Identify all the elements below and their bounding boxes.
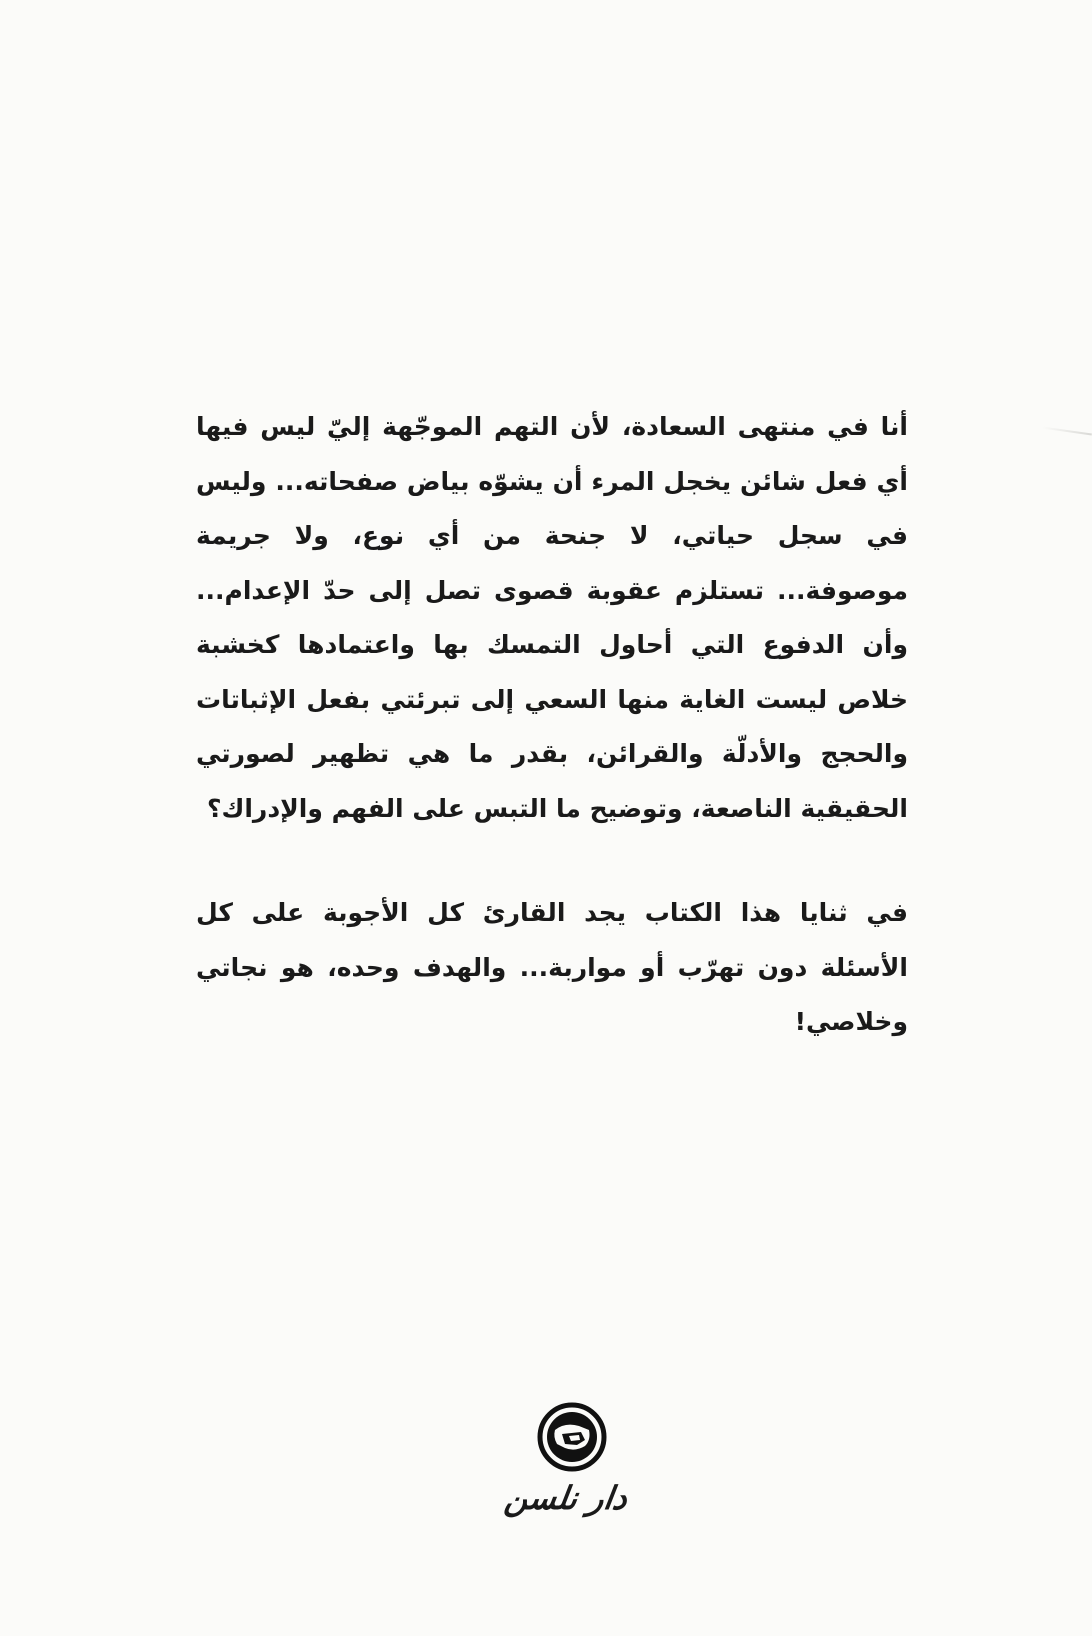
publisher-emblem-icon	[535, 1400, 609, 1474]
publisher-name: دار نلسن	[502, 1479, 630, 1517]
publisher-logo	[502, 1400, 630, 1540]
page-edge-mark	[1042, 427, 1092, 436]
blurb-paragraph-2	[196, 886, 908, 1050]
blurb-text-2: في ثنايا هذا الكتاب يجد القارئ كل الأجوبة على كل الأسئلة دون تهرّب أو مواربة... والهدف وحده، هو نجاتي وخلاصي!	[196, 898, 908, 1036]
blurb-text-1: أنا في منتهى السعادة، لأن التهم الموجّهة إليّ ليس فيها أي فعل شائن يخجل المرء أن يشوّه بياض صفحاته... وليس في سجل حياتي، لا جنحة من أي نوع، ولا جريمة موصوفة... تستلزم عقوبة قصوى تصل إلى حدّ الإعدام... وأن الدفوع التي أحاول التمسك بها واعتمادها كخشبة خلاص ليست الغاية منها السعي إلى تبرئتي بفعل الإثباتات والحجج والأدلّة والقرائن، بقدر ما هي تظهير لصورتي الحقيقية الناصعة، وتوضيح ما التبس على الفهم والإدراك؟	[196, 412, 908, 823]
blurb-paragraph-1	[196, 400, 908, 836]
